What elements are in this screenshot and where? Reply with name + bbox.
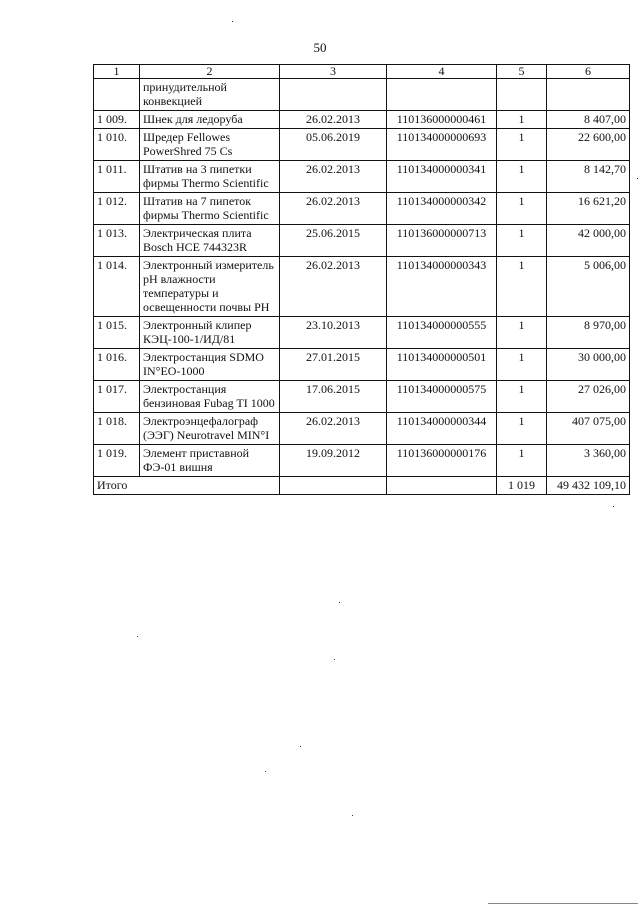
cell-qty: 1 [497,193,547,225]
cell-code: 110134000000344 [387,413,497,445]
cell-name: Элемент приставной ФЭ-01 вишня [140,445,280,477]
cell-num: 1 019. [94,445,140,477]
table-row [94,381,630,413]
table-row [94,257,630,317]
cell-num: 1 015. [94,317,140,349]
table-row [94,161,630,193]
cell-price: 22 600,00 [547,129,630,161]
cell-date: 19.09.2012 [280,445,387,477]
cell-date: 26.02.2013 [280,413,387,445]
cell-name: Электрическая плита Bosch HCE 744323R [140,225,280,257]
cell-name: Шредер Fellowes PowerShred 75 Cs [140,129,280,161]
table-row [94,349,630,381]
cell-name: Электростанция SDMO IN°EO-1000 [140,349,280,381]
cell-num: 1 013. [94,225,140,257]
cell-name: Электростанция бензиновая Fubag TI 1000 [140,381,280,413]
cell-qty: 1 [497,445,547,477]
cell-code: 110134000000501 [387,349,497,381]
page-number: 50 [313,40,327,55]
cell-price: 42 000,00 [547,225,630,257]
table-row [94,317,630,349]
cell-num: 1 016. [94,349,140,381]
column-header: 3 [280,65,387,79]
table-row [94,445,630,477]
cell-num: 1 011. [94,161,140,193]
column-header: 4 [387,65,497,79]
table-row [94,193,630,225]
cell-qty: 1 [497,111,547,129]
cell-qty: 1 [497,225,547,257]
cell-price: 8 970,00 [547,317,630,349]
total-label: Итого [94,477,280,495]
total-quantity: 1 019 [497,477,547,495]
cell-name: Шнек для ледоруба [140,111,280,129]
cell-qty: 1 [497,161,547,193]
cell-qty: 1 [497,317,547,349]
total-row [94,477,630,495]
cell-qty: 1 [497,129,547,161]
cell-code: 110134000000693 [387,129,497,161]
cell-code: 110136000000713 [387,225,497,257]
cell-qty: 1 [497,381,547,413]
cell-num: 1 018. [94,413,140,445]
total-sum: 49 432 109,10 [547,477,630,495]
cell-price: 16 621,20 [547,193,630,225]
cell-price: 3 360,00 [547,445,630,477]
table-row [94,413,630,445]
table-row [94,129,630,161]
cell-price: 8 407,00 [547,111,630,129]
cell-date: 26.02.2013 [280,193,387,225]
cell-name: Электронный клипер КЭЦ-100-1/ИД/81 [140,317,280,349]
table-header-row [94,65,630,79]
column-header: 6 [547,65,630,79]
table-row [94,111,630,129]
cell-name: Штатив на 3 пипетки фирмы Thermo Scientific [140,161,280,193]
column-header: 1 [94,65,140,79]
column-header: 5 [497,65,547,79]
cell-date: 26.02.2013 [280,257,387,317]
cell-date: 25.06.2015 [280,225,387,257]
cell-qty: 1 [497,413,547,445]
cell-code: 110134000000575 [387,381,497,413]
cell-qty: 1 [497,257,547,317]
cell-code: 110136000000461 [387,111,497,129]
column-header: 2 [140,65,280,79]
cell-code: 110134000000342 [387,193,497,225]
cell-date: 26.02.2013 [280,111,387,129]
cell-code: 110136000000176 [387,445,497,477]
cell-code: 110134000000343 [387,257,497,317]
cell-code: 110134000000555 [387,317,497,349]
continuation-row [94,79,630,111]
cell-num: 1 014. [94,257,140,317]
cell-price: 30 000,00 [547,349,630,381]
cell-date: 17.06.2015 [280,381,387,413]
cell-date: 26.02.2013 [280,161,387,193]
cell-price: 5 006,00 [547,257,630,317]
cell-num: 1 010. [94,129,140,161]
cell-date: 05.06.2019 [280,129,387,161]
cell-date: 23.10.2013 [280,317,387,349]
cell-num: 1 009. [94,111,140,129]
cell-price: 27 026,00 [547,381,630,413]
cell-code: 110134000000341 [387,161,497,193]
cell-num: 1 012. [94,193,140,225]
cell-num: 1 017. [94,381,140,413]
cell-name: Электронный измеритель pH влажности температуры и освещенности почвы PH [140,257,280,317]
cell-name: Электроэнцефалограф (ЭЭГ) Neurotravel MIN°I [140,413,280,445]
cell-date: 27.01.2015 [280,349,387,381]
cell-qty: 1 [497,349,547,381]
table-row [94,225,630,257]
inventory-table [93,64,630,495]
cell-price: 407 075,00 [547,413,630,445]
cell-name: Штатив на 7 пипеток фирмы Thermo Scientific [140,193,280,225]
cell-price: 8 142,70 [547,161,630,193]
continuation-text: принудительной конвекцией [140,79,280,111]
